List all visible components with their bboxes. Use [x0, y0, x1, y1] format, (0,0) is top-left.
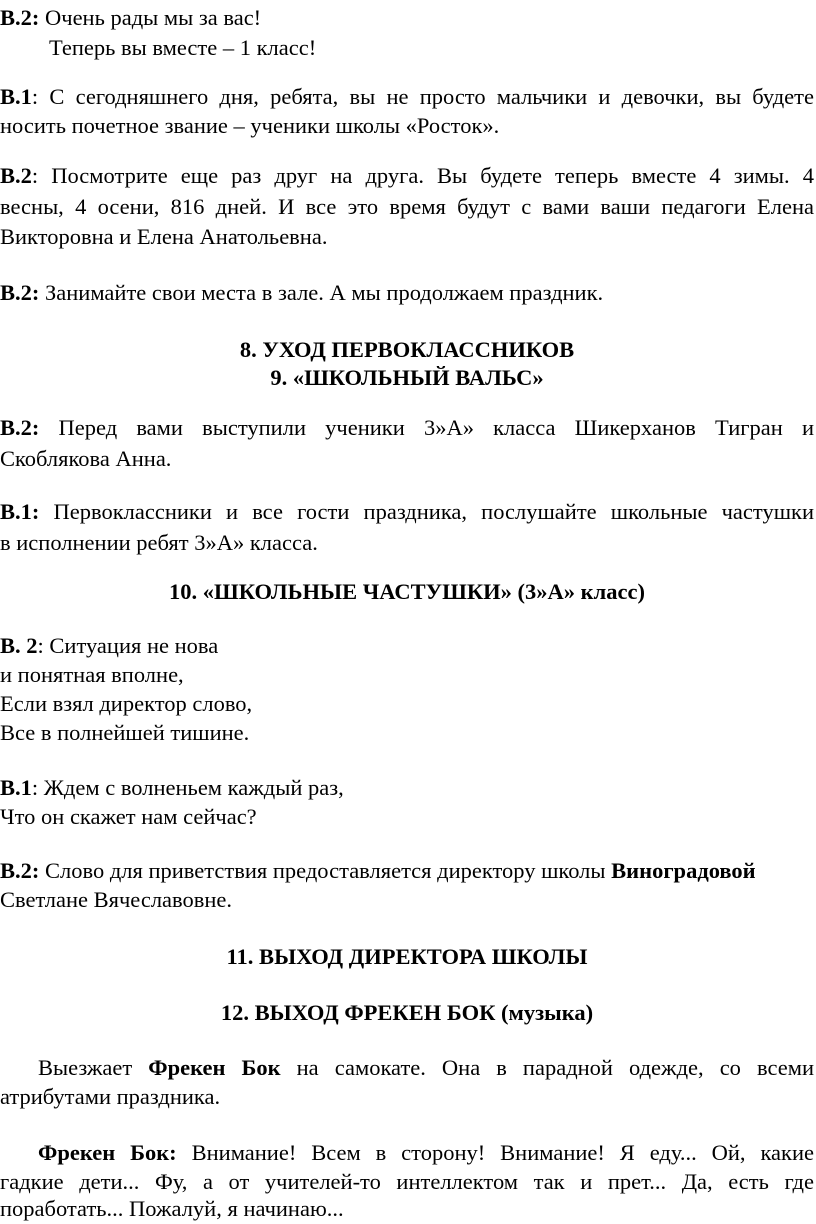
line-text: в исполнении ребят 3»А» класса.: [0, 530, 318, 555]
bold-name: Виноградовой: [611, 858, 756, 883]
line-text: весны, 4 осени, 816 дней. И все это время будут с вами ваши педагоги Елена: [0, 194, 814, 219]
stage-direction: [0, 1053, 814, 1083]
verse-line: [0, 660, 814, 690]
line-text: Что он скажет нам сейчас?: [0, 804, 257, 829]
dialogue-line: [0, 497, 814, 527]
line-text: гадкие дети... Фу, а от учителей-то интеллектом так и прет... Да, есть где: [0, 1169, 814, 1194]
dialogue-line: [0, 33, 814, 63]
dialogue-line: [0, 856, 814, 886]
section-heading: [0, 942, 814, 972]
speaker-label: В.2:: [0, 280, 40, 305]
section-heading: [0, 998, 814, 1028]
heading-text: 11. ВЫХОД ДИРЕКТОРА ШКОЛЫ: [226, 944, 588, 969]
line-text: Светлане Вячеславовне.: [0, 887, 233, 912]
line-text: носить почетное звание – ученики школы «Росток».: [0, 113, 500, 138]
line-text: Если взял директор слово,: [0, 691, 253, 716]
section-heading: [0, 335, 814, 365]
character-name: Фрекен Бок: [148, 1055, 281, 1080]
line-text: Очень рады мы за вас!: [39, 5, 262, 30]
line-text: и понятная вполне,: [0, 662, 184, 687]
speaker-label: В. 2: [0, 633, 38, 658]
dialogue-line: [0, 1167, 814, 1197]
speaker-label: В.1:: [0, 499, 40, 524]
line-text: поработать... Пожалуй, я начинаю...: [0, 1196, 344, 1221]
speaker-label: В.2:: [0, 858, 40, 883]
heading-text: 9. «ШКОЛЬНЫЙ ВАЛЬС»: [270, 365, 544, 390]
stage-direction: [0, 1082, 814, 1112]
heading-text: 12. ВЫХОД ФРЕКЕН БОК (музыка): [220, 1000, 594, 1025]
dialogue-line: [0, 161, 814, 191]
dialogue-line: [0, 1194, 814, 1224]
line-text: Скоблякова Анна.: [0, 446, 172, 471]
verse-line: [0, 802, 814, 832]
dialogue-line: [0, 885, 814, 915]
speaker-label: В.1: [0, 775, 32, 800]
line-text: Занимайте свои места в зале. А мы продолжаем праздник.: [39, 280, 604, 305]
heading-text: 10. «ШКОЛЬНЫЕ ЧАСТУШКИ» (3»А» класс): [169, 579, 645, 604]
line-text: Теперь вы вместе – 1 класс!: [49, 35, 317, 60]
section-heading: [0, 577, 814, 607]
line-text: на самокате. Она в парадной одежде, со всеми: [280, 1055, 815, 1080]
line-text: : Посмотрите еще раз друг на друга. Вы будете теперь вместе 4 зимы. 4: [31, 163, 814, 188]
speaker-label: В.2:: [0, 415, 40, 440]
verse-line: [0, 773, 814, 803]
speaker-label: В.2: [0, 163, 32, 188]
dialogue-line: [0, 444, 814, 474]
line-text: Первоклассники и все гости праздника, послушайте школьные частушки: [39, 499, 814, 524]
line-text: Выезжает: [38, 1055, 149, 1080]
verse-line: [0, 689, 814, 719]
line-text: Внимание! Всем в сторону! Внимание! Я еду... Ой, какие: [176, 1140, 814, 1165]
line-text: Викторовна и Елена Анатольевна.: [0, 224, 328, 249]
verse-line: [0, 718, 814, 748]
dialogue-line: [0, 528, 814, 558]
dialogue-line: [0, 82, 814, 112]
line-text: Перед вами выступили ученики 3»А» класса Шикерханов Тигран и: [39, 415, 814, 440]
line-text: : Ситуация не нова: [37, 633, 219, 658]
dialogue-line: [0, 413, 814, 443]
dialogue-line: [0, 3, 814, 33]
verse-line: [0, 631, 814, 661]
dialogue-line: [0, 192, 814, 222]
dialogue-line: [0, 1138, 814, 1168]
speaker-label: Фрекен Бок:: [38, 1140, 177, 1165]
line-text: атрибутами праздника.: [0, 1084, 221, 1109]
dialogue-line: [0, 222, 814, 252]
line-text: : Ждем с волненьем каждый раз,: [31, 775, 344, 800]
heading-text: 8. УХОД ПЕРВОКЛАССНИКОВ: [239, 337, 575, 362]
dialogue-line: [0, 111, 814, 141]
speaker-label: В.1: [0, 84, 32, 109]
line-text: Все в полнейшей тишине.: [0, 720, 250, 745]
line-text: Слово для приветствия предоставляется директору школы: [39, 858, 612, 883]
dialogue-line: [0, 278, 814, 308]
line-text: : С сегодняшнего дня, ребята, вы не просто мальчики и девочки, вы будете: [31, 84, 814, 109]
section-heading: [0, 363, 814, 393]
speaker-label: В.2:: [0, 5, 40, 30]
